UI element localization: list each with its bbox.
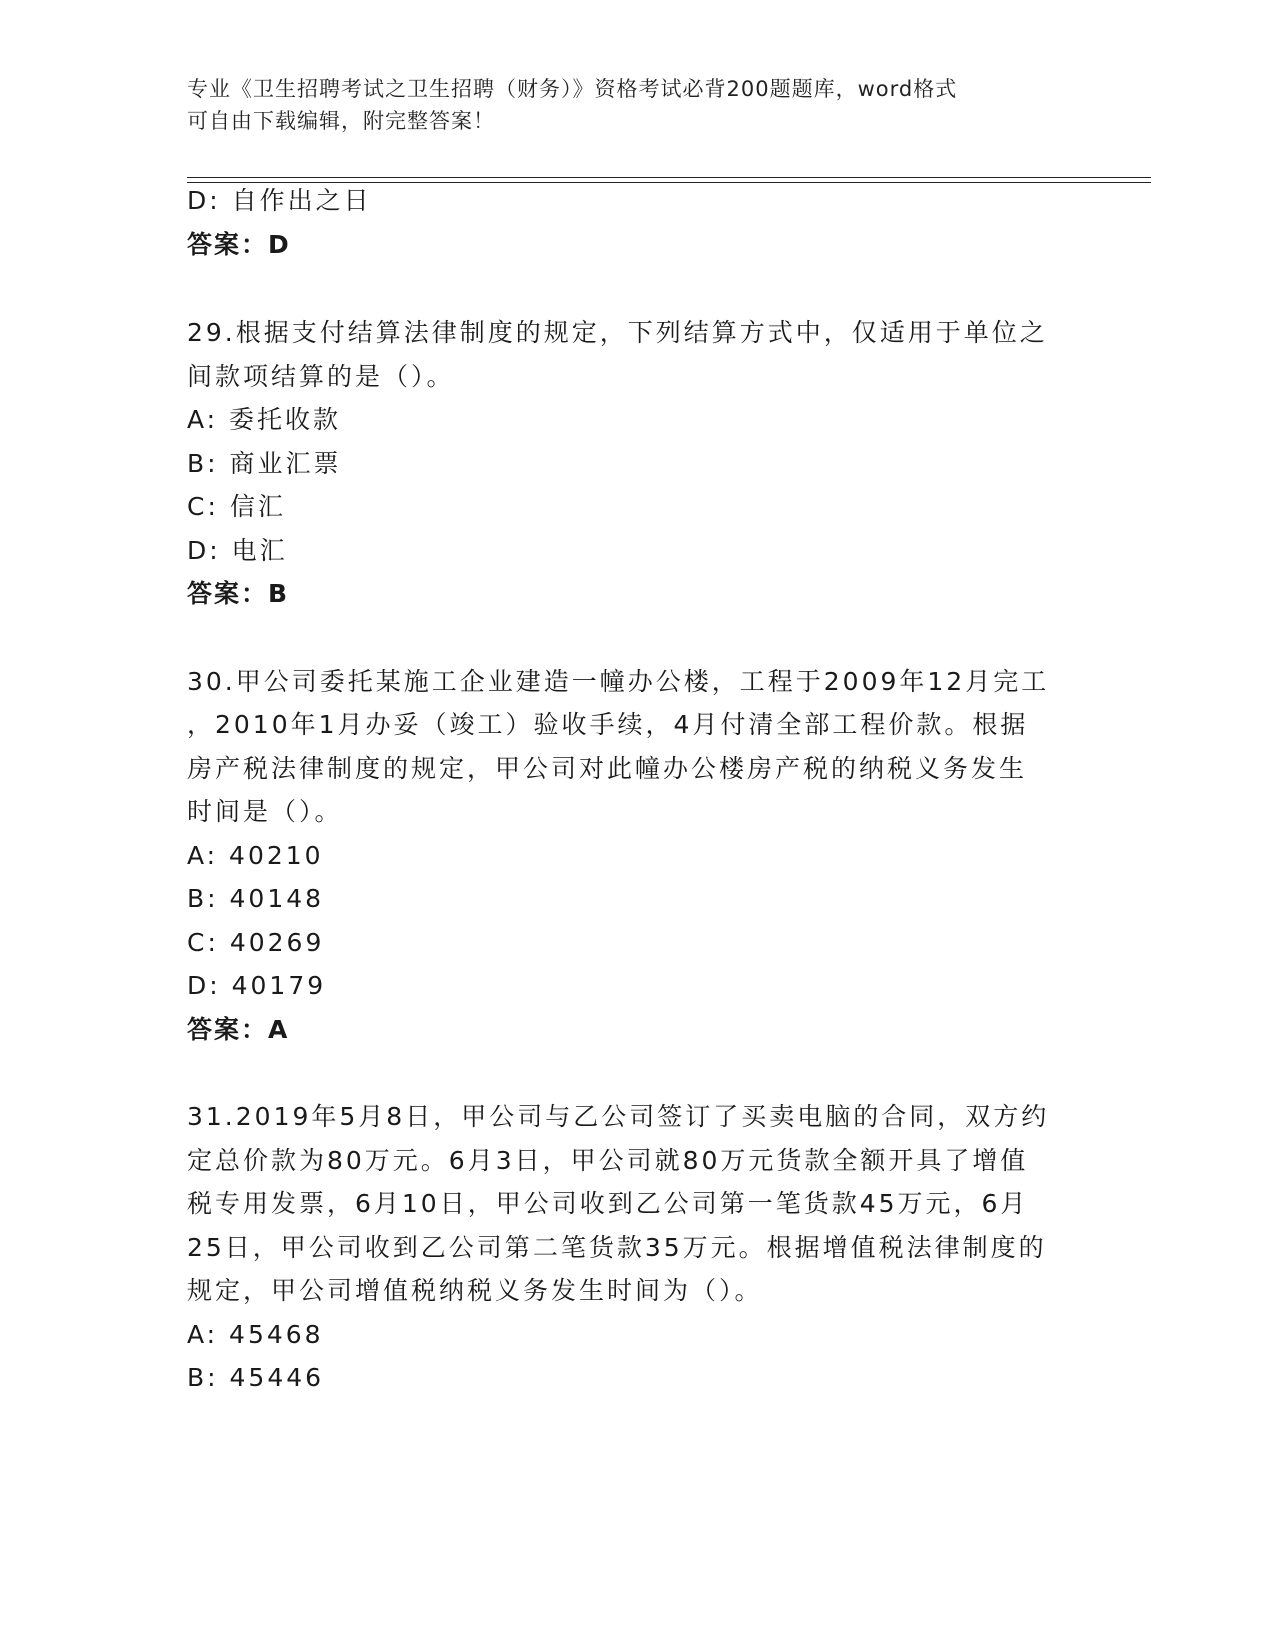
q30-option-b: B: 40148 [187,884,325,913]
header-line-2: 可自由下载编辑，附完整答案！ [187,109,495,133]
q31-stem-line-4: 25日，甲公司收到乙公司第二笔货款35万元。根据增值税法律制度的 [187,1233,1047,1262]
q30-stem-line-4: 时间是（）。 [187,797,343,826]
q28-option-d: D: 自作出之日 [187,186,372,215]
q29-option-b: B: 商业汇票 [187,449,342,478]
q28-answer: 答案：D [187,230,291,259]
q30-option-c: C: 40269 [187,928,325,957]
q31-stem-line-5: 规定，甲公司增值税纳税义务发生时间为（）。 [187,1276,763,1305]
q31-stem-line-3: 税专用发票，6月10日，甲公司收到乙公司第一笔货款45万元，6月 [187,1189,1029,1218]
q30-stem-line-1: 30.甲公司委托某施工企业建造一幢办公楼，工程于2009年12月完工 [187,667,1050,696]
document-header [187,73,1087,137]
q31-option-a: A: 45468 [187,1320,324,1349]
q31-stem-line-2: 定总价款为80万元。6月3日，甲公司就80万元货款全额开具了增值 [187,1146,1029,1175]
q29-stem-line-2: 间款项结算的是（）。 [187,362,455,391]
q29-stem-line-1: 29.根据支付结算法律制度的规定，下列结算方式中，仅适用于单位之 [187,318,1048,347]
q29-option-a: A: 委托收款 [187,405,342,434]
q29-option-c: C: 信汇 [187,492,286,521]
header-line-1: 专业《卫生招聘考试之卫生招聘（财务）》资格考试必背200题题库，word格式 [187,77,958,101]
q30-option-d: D: 40179 [187,971,327,1000]
q29-answer: 答案：B [187,579,290,608]
q31-option-b: B: 45446 [187,1363,325,1392]
q31-stem-line-1: 31.2019年5月8日，甲公司与乙公司签订了买卖电脑的合同，双方约 [187,1102,1050,1131]
q30-option-a: A: 40210 [187,841,324,870]
q30-stem-line-3: 房产税法律制度的规定，甲公司对此幢办公楼房产税的纳税义务发生 [187,754,1028,783]
q29-option-d: D: 电汇 [187,536,288,565]
q30-stem-line-2: ，2010年1月办妥（竣工）验收手续，4月付清全部工程价款。根据 [187,710,1029,739]
q30-answer: 答案：A [187,1015,290,1044]
